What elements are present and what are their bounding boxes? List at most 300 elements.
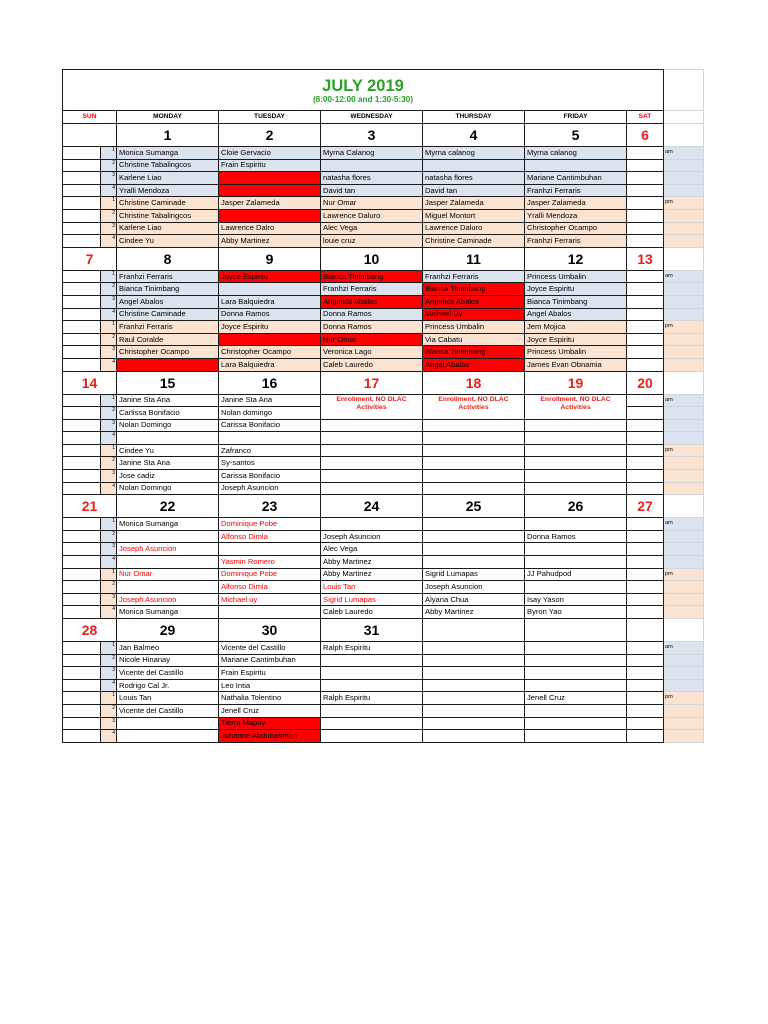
am-label [664,184,704,197]
schedule-cell: Alec Vega [321,543,423,556]
schedule-cell [423,642,525,655]
am-label [664,432,704,445]
title-cell [63,70,664,111]
am-label [664,654,704,667]
schedule-cell: Lawrence Dalro [219,222,321,235]
slot-number: 3 [101,419,117,432]
schedule-cell [423,530,525,543]
schedule-row [63,308,704,321]
schedule-cell: Princess Umbalin [525,346,627,359]
schedule-cell: Joyce Espiritu [525,283,627,296]
date-cell: 29 [117,619,219,642]
date-cell: 4 [423,124,525,147]
empty-cell [525,482,627,495]
sat-cell [627,654,664,667]
schedule-cell: Abby Martinez [321,556,423,569]
date-cell: 23 [219,495,321,518]
schedule-row [63,358,704,371]
pm-label: pm [664,321,704,334]
am-label [664,543,704,556]
schedule-cell [321,704,423,717]
sat-cell [627,518,664,531]
schedule-cell [321,717,423,730]
sat-cell [627,394,664,407]
schedule-cell: Yralli Mendoza [117,184,219,197]
schedule-cell: Sigrid Lumapas [321,593,423,606]
schedule-cell: Sigrid Lumapas [423,568,525,581]
schedule-cell: Bianca Tinimbang [423,346,525,359]
schedule-cell [219,432,321,445]
schedule-cell: Joseph Asuncion [117,543,219,556]
schedule-cell: Via Cabatu [423,333,525,346]
schedule-cell: Cloie Gervacio [219,147,321,160]
pm-label [664,606,704,619]
schedule-cell: Angelica Abalos [321,295,423,308]
sun-cell [63,679,101,692]
schedule-cell [423,654,525,667]
sun-cell [63,321,101,334]
sat-cell [627,432,664,445]
sun-cell [63,654,101,667]
pm-label [664,333,704,346]
empty-cell [321,457,423,470]
sun-cell [63,593,101,606]
schedule-cell: Franhzi Ferraris [117,321,219,334]
date-cell: 18 [423,371,525,394]
schedule-cell [423,730,525,743]
schedule-cell: Bianca Tinimbang [423,283,525,296]
schedule-cell: Donna Ramos [321,308,423,321]
day-header-4: THURSDAY [423,111,525,124]
slot-number: 4 [101,235,117,248]
schedule-row [63,556,704,569]
schedule-cell [423,692,525,705]
empty-cell [423,457,525,470]
date-cell: 27 [627,495,664,518]
schedule-cell: Vicente del Castillo [117,667,219,680]
schedule-cell [117,358,219,371]
schedule-row [63,321,704,334]
schedule-cell: Joseph Asuncion [423,581,525,594]
pm-label [664,581,704,594]
schedule-row [63,419,704,432]
sat-cell [627,197,664,210]
slot-number: 2 [101,654,117,667]
pm-label [664,346,704,359]
schedule-cell [117,432,219,445]
schedule-row [63,518,704,531]
sat-cell [627,692,664,705]
sun-cell [63,159,101,172]
schedule-row [63,444,704,457]
schedule-cell: Monica Sumanga [117,518,219,531]
am-label: am [664,518,704,531]
pm-label: pm [664,197,704,210]
am-label: am [664,394,704,407]
schedule-cell: Donna Ramos [321,321,423,334]
schedule-row [63,394,704,407]
schedule-cell [321,667,423,680]
sat-cell [627,321,664,334]
empty-cell [525,470,627,483]
sun-cell [63,308,101,321]
schedule-cell [525,543,627,556]
schedule-cell [525,667,627,680]
schedule-cell: Franhzi Ferraris [117,270,219,283]
am-label [664,556,704,569]
schedule-row [63,717,704,730]
schedule-cell: Angel Abalos [423,358,525,371]
schedule-row [63,543,704,556]
calendar-table [62,69,704,743]
empty-cell [423,482,525,495]
schedule-cell: Bianca Tinimbang [321,270,423,283]
enrollment-note: Enrollment, NO DLAC Activities [525,394,627,419]
schedule-cell: Myrna Calanog [321,147,423,160]
date-cell: 10 [321,247,423,270]
schedule-cell: Carissa Bonifacio [219,419,321,432]
date-cell [423,619,525,642]
schedule-cell: Nicole Hinanay [117,654,219,667]
date-cell: 25 [423,495,525,518]
schedule-cell [321,518,423,531]
date-row [63,371,704,394]
schedule-cell: Myrna calanog [423,147,525,160]
schedule-cell [525,654,627,667]
slot-number: 1 [101,642,117,655]
slot-number: 4 [101,606,117,619]
schedule-cell: Monica Sumanga [117,147,219,160]
schedule-row [63,704,704,717]
schedule-row [63,159,704,172]
sat-cell [627,667,664,680]
sat-cell [627,346,664,359]
schedule-row [63,679,704,692]
sun-cell [63,407,101,420]
sat-cell [627,470,664,483]
date-cell: 15 [117,371,219,394]
pm-label [664,209,704,222]
schedule-cell: James Evan Obnamia [525,358,627,371]
schedule-row [63,593,704,606]
schedule-cell: Franhzi Ferraris [321,283,423,296]
schedule-row [63,172,704,185]
sun-cell [63,197,101,210]
am-label [664,679,704,692]
date-cell: 16 [219,371,321,394]
schedule-cell [525,642,627,655]
sat-cell [627,730,664,743]
schedule-cell: Christine Caminade [423,235,525,248]
pm-label [664,358,704,371]
slot-number: 2 [101,704,117,717]
slot-number: 2 [101,407,117,420]
schedule-cell [525,730,627,743]
schedule-cell: Nolan domingo [219,407,321,420]
schedule-cell [423,556,525,569]
slot-number: 3 [101,346,117,359]
schedule-row [63,270,704,283]
sun-cell [63,457,101,470]
schedule-cell: Janine Sta Ana [219,394,321,407]
schedule-cell: Carissa Bonifacio [219,470,321,483]
side-blank [664,247,704,270]
pm-label [664,235,704,248]
sat-cell [627,581,664,594]
schedule-row [63,530,704,543]
schedule-cell: Christopher Ocampo [525,222,627,235]
sun-cell [63,530,101,543]
schedule-cell: Yralli Mendoza [525,209,627,222]
schedule-cell [525,717,627,730]
date-cell: 30 [219,619,321,642]
side-blank [664,495,704,518]
schedule-cell: Christine Tabalingcos [117,159,219,172]
pm-label [664,704,704,717]
sat-cell [627,407,664,420]
schedule-cell: natasha flores [321,172,423,185]
schedule-cell: Nur Omar [321,197,423,210]
date-cell: 2 [219,124,321,147]
slot-number: 1 [101,692,117,705]
sat-cell [627,184,664,197]
slot-number: 1 [101,147,117,160]
sat-cell [627,543,664,556]
slot-number: 4 [101,358,117,371]
schedule-row [63,147,704,160]
schedule-cell: Abby Martinez [321,568,423,581]
side-blank [664,124,704,147]
schedule-cell [525,704,627,717]
sat-cell [627,295,664,308]
date-row [63,124,704,147]
schedule-cell: Angelica Abalos [423,295,525,308]
slot-number: 3 [101,717,117,730]
sun-cell [63,270,101,283]
sun-cell [63,283,101,296]
schedule-cell: Jan Balmeo [117,642,219,655]
slot-number: 2 [101,159,117,172]
sun-cell [63,358,101,371]
pm-label [664,717,704,730]
schedule-cell [525,556,627,569]
schedule-cell: Jem Mojica [525,321,627,334]
slot-number: 1 [101,197,117,210]
schedule-cell: Leo Intia [219,679,321,692]
sun-cell [63,667,101,680]
schedule-row [63,209,704,222]
schedule-cell [219,333,321,346]
empty-cell [321,470,423,483]
sat-cell [627,270,664,283]
slot-number: 2 [101,209,117,222]
date-cell: 26 [525,495,627,518]
date-row [63,619,704,642]
date-cell: 22 [117,495,219,518]
schedule-cell: Lara Balquiedra [219,295,321,308]
sat-cell [627,556,664,569]
schedule-cell: Monica Sumanga [117,606,219,619]
slot-number: 4 [101,730,117,743]
sat-cell [627,568,664,581]
schedule-cell [423,159,525,172]
date-cell: 12 [525,247,627,270]
schedule-cell: Michael Uy [423,308,525,321]
date-cell: 24 [321,495,423,518]
day-header-5: FRIDAY [525,111,627,124]
schedule-cell: Princess Umbalin [423,321,525,334]
schedule-row [63,333,704,346]
schedule-cell: Donna Ramos [525,530,627,543]
schedule-cell: Joseph Asuncion [117,593,219,606]
schedule-cell: Bianca Tinimbang [525,295,627,308]
schedule-cell: Veronica Lago [321,346,423,359]
schedule-cell: Alec Vega [321,222,423,235]
schedule-cell [321,730,423,743]
date-cell: 21 [63,495,117,518]
sun-cell [63,482,101,495]
am-label: am [664,270,704,283]
schedule-cell: Karlene Liao [117,172,219,185]
sun-cell [63,556,101,569]
schedule-row [63,482,704,495]
sun-cell [63,184,101,197]
schedule-row [63,346,704,359]
schedule-cell: Christine Caminade [117,197,219,210]
schedule-cell [117,730,219,743]
schedule-cell: Caleb Lauredo [321,358,423,371]
day-header-3: WEDNESDAY [321,111,423,124]
sat-cell [627,333,664,346]
sun-cell [63,581,101,594]
sun-cell [63,717,101,730]
slot-number: 4 [101,679,117,692]
empty-cell [525,444,627,457]
slot-number: 3 [101,222,117,235]
sun-cell [63,295,101,308]
date-cell: 11 [423,247,525,270]
sat-cell [627,209,664,222]
date-cell: 3 [321,124,423,147]
schedule-cell: Yasmin Romero [219,556,321,569]
date-cell: 7 [63,247,117,270]
schedule-cell: Nolan Domingo [117,482,219,495]
schedule-cell: Jose cadiz [117,470,219,483]
sun-cell [63,444,101,457]
am-label [664,283,704,296]
slot-number: 1 [101,270,117,283]
am-label [664,667,704,680]
slot-number: 4 [101,556,117,569]
schedule-cell: Angel Abalos [117,295,219,308]
schedule-row [63,222,704,235]
schedule-row [63,295,704,308]
slot-number: 1 [101,394,117,407]
empty-cell [423,419,525,432]
side-blank [664,111,704,124]
slot-number: 2 [101,581,117,594]
schedule-cell: Mariane Cantimbuhan [525,172,627,185]
schedule-cell: Myrna calanog [525,147,627,160]
sun-cell [63,235,101,248]
slot-number: 2 [101,530,117,543]
schedule-cell: Franhzi Ferraris [525,184,627,197]
date-cell: 19 [525,371,627,394]
schedule-cell: Joyce Espiritu [219,321,321,334]
date-cell: 14 [63,371,117,394]
weekday-header [63,111,704,124]
schedule-cell: Princess Umbalin [525,270,627,283]
page-subtitle: (8:00-12:00 and 1:30-5:30) [312,94,414,104]
schedule-cell [321,679,423,692]
slot-number: 1 [101,444,117,457]
day-header-0: SUN [63,111,117,124]
sun-cell [63,172,101,185]
schedule-cell: Louis Tan [117,692,219,705]
schedule-cell: Lawrence Daluro [321,209,423,222]
schedule-cell [423,679,525,692]
schedule-row [63,470,704,483]
schedule-row [63,692,704,705]
slot-number: 1 [101,518,117,531]
pm-label: pm [664,692,704,705]
sun-cell [63,543,101,556]
schedule-cell: Abby Martinez [423,606,525,619]
slot-number: 2 [101,457,117,470]
sat-cell [627,147,664,160]
sun-cell [63,606,101,619]
schedule-cell: Abby Martinez [219,235,321,248]
slot-number: 2 [101,333,117,346]
schedule-cell: Christopher Ocampo [219,346,321,359]
schedule-cell: Dominique Pobe [219,518,321,531]
schedule-cell: Rodrigo Cal Jr. [117,679,219,692]
sat-cell [627,358,664,371]
sun-cell [63,730,101,743]
sun-cell [63,147,101,160]
sat-cell [627,482,664,495]
schedule-cell [525,518,627,531]
sat-cell [627,717,664,730]
empty-cell [321,482,423,495]
schedule-cell: Byron Yao [525,606,627,619]
schedule-cell: Frain Espiritu [219,667,321,680]
schedule-cell: Christine Tabalingcos [117,209,219,222]
title-row [63,70,704,111]
slot-number: 3 [101,295,117,308]
schedule-cell: Vicente del Castillo [219,642,321,655]
empty-cell [321,432,423,445]
pm-label [664,457,704,470]
schedule-cell: David tan [321,184,423,197]
schedule-cell: Christine Caminade [117,308,219,321]
enrollment-note: Enrollment, NO DLAC Activities [423,394,525,419]
sun-cell [63,470,101,483]
slot-number: 4 [101,432,117,445]
sat-cell [627,704,664,717]
schedule-cell: Carlissa Bonifacio [117,407,219,420]
slot-number: 3 [101,470,117,483]
sun-cell [63,346,101,359]
schedule-cell: Ralph Espiritu [321,692,423,705]
schedule-cell: Sy-santos [219,457,321,470]
sat-cell [627,679,664,692]
schedule-cell: Jasper Zalameda [219,197,321,210]
sun-cell [63,704,101,717]
schedule-cell: Karlene Liao [117,222,219,235]
sat-cell [627,159,664,172]
schedule-cell: Jasper Zalameda [423,197,525,210]
